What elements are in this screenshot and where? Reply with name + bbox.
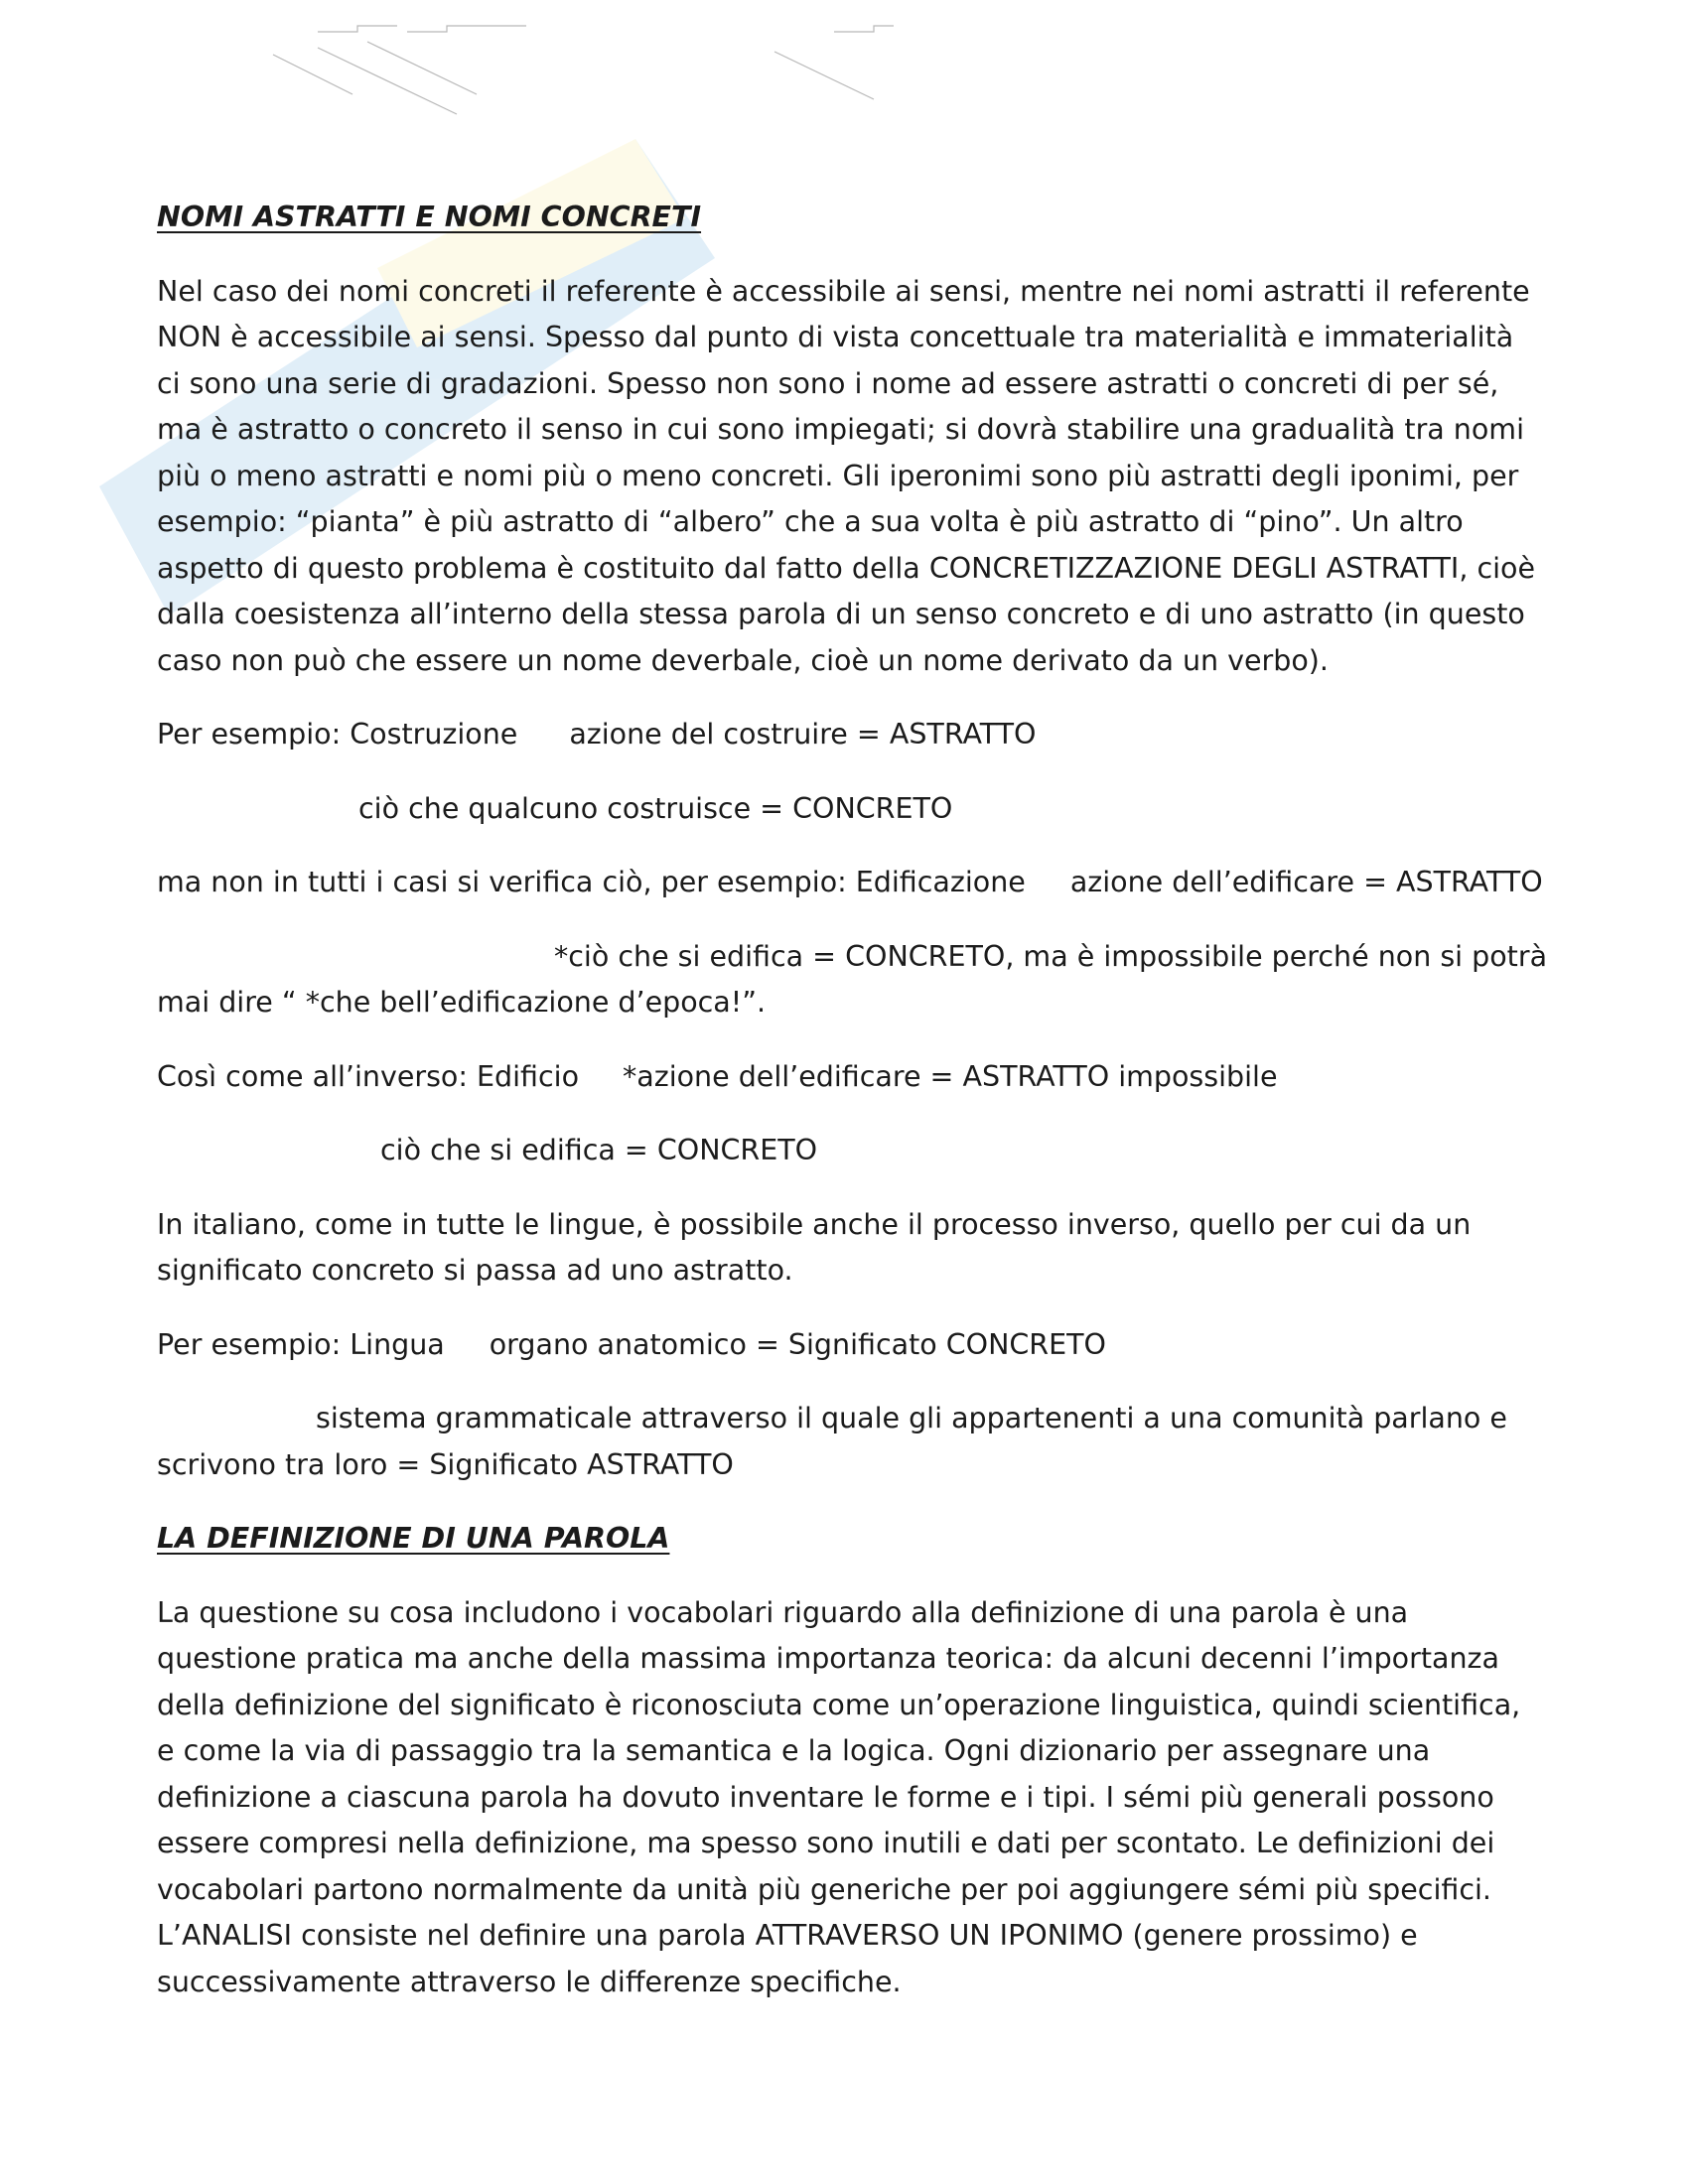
document-page — [157, 195, 1548, 2033]
example-costruzione-b — [157, 786, 1537, 833]
example-lead: ma non in tutti i casi si verifica ciò, per esempio: Edificazione — [157, 866, 1026, 898]
example-lead: Per esempio: Lingua — [157, 1327, 445, 1361]
example-sense: azione del costruire = ASTRATTO — [569, 718, 1037, 751]
inverse-process-paragraph: In italiano, come in tutte le lingue, è possibile anche il processo inverso, quello per cui da un significato concreto si passa ad uno astratto. — [157, 1207, 1472, 1287]
example-sense: *azione dell’edificare = ASTRATTO impossibile — [623, 1059, 1278, 1093]
section-title-definition: LA DEFINIZIONE DI UNA PAROLA — [157, 1522, 670, 1555]
example-lead: Per esempio: Costruzione — [157, 718, 518, 751]
example-sense: organo anatomico = Significato CONCRETO — [489, 1327, 1106, 1361]
example-sense: ciò che qualcuno costruisce = CONCRETO — [358, 791, 953, 825]
example-lingua-a — [157, 1322, 1537, 1369]
example-edificazione-a — [157, 860, 1543, 906]
example-costruzione-a — [157, 712, 1537, 758]
example-lingua-b — [157, 1396, 1537, 1442]
section-title-abstract-concrete: NOMI ASTRATTI E NOMI CONCRETI — [157, 201, 702, 233]
example-edificio-a — [157, 1054, 1537, 1101]
example-edificio-b — [157, 1128, 1537, 1174]
example-sense: sistema grammaticale attraverso il quale gli appartenenti a una comunità parlano e — [316, 1402, 1507, 1434]
definition-paragraph: La questione su cosa includono i vocabolari riguardo alla definizione di una parola è una questione pratica ma anche della massima importanza teorica: da alcuni decenni l’importanza della definizione del significato è riconosciuta come un’operazione linguistica, quindi scientifica, e come la via di passaggio tra la semantica e la logica. Ogni dizionario per assegnare una definizione a ciascuna parola ha dovuto inventare le forme e i tipi. I sémi più generali possono essere compresi nella definizione, ma spesso sono inutili e dati per scontato. Le definizioni dei vocabolari partono normalmente da unità più generiche per poi aggiungere sémi più specifici. L’ANALISI consiste nel definire una parola ATTRAVERSO UN IPONIMO (genere prossimo) e successivamente attraverso le differenze specifiche. — [157, 1595, 1521, 1998]
example-sense: ciò che si edifica = CONCRETO — [380, 1134, 818, 1166]
intro-paragraph: Nel caso dei nomi concreti il referente è accessibile ai sensi, mentre nei nomi astratti il referente NON è accessibile ai sensi. Spesso dal punto di vista concettuale tra materialità e immaterialità ci sono una serie di gradazioni. Spesso non sono i nome ad essere astratti o concreti di per sé, ma è astratto o concreto il senso in cui sono impiegati; si dovrà stabilire una gradualità tra nomi più o meno astratti e nomi più o meno concreti. Gli iperonimi sono più astratti degli iponimi, per esempio: “pianta” è più astratto di “albero” che a sua volta è più astratto di “pino”. Un altro aspetto di questo problema è costituito dal fatto della CONCRETIZZAZIONE DEGLI ASTRATTI, cioè dalla coesistenza all’interno della stessa parola di un senso concreto e di uno astratto (in questo caso non può che essere un nome deverbale, cioè un nome derivato da un verbo). — [157, 274, 1536, 677]
example-lingua-b-cont: scrivono tra loro = Significato ASTRATTO — [157, 1447, 734, 1481]
example-edificazione-b-cont: mai dire “ *che bell’edificazione d’epoca!”. — [157, 986, 767, 1019]
example-lead: Così come all’inverso: Edificio — [157, 1059, 580, 1093]
example-sense: *ciò che si edifica = CONCRETO, ma è impossibile perché non si potrà — [554, 939, 1548, 973]
example-sense: azione dell’edificare = ASTRATTO — [1069, 866, 1543, 898]
example-edificazione-b — [157, 934, 1548, 981]
